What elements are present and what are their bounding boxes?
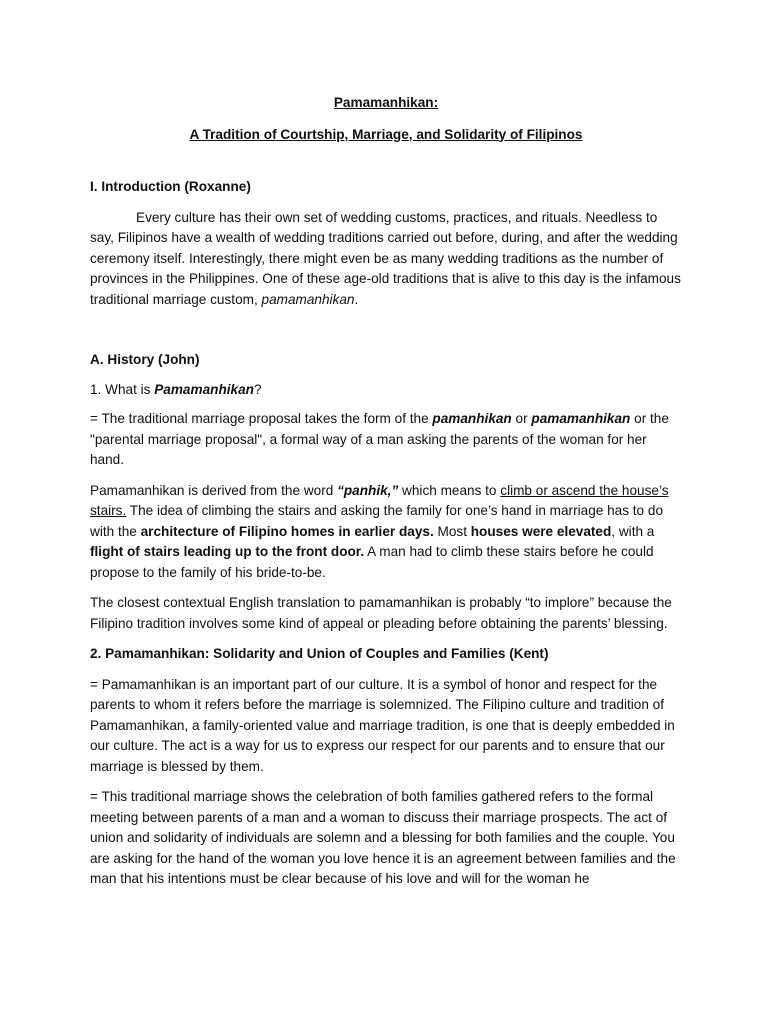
- intro-text: Every culture has their own set of wedding customs, practices, and rituals. Needless to say, Filipinos have a wealth of wedding traditions carried out before, during, and after the wedding ceremony itself. Interestingly, there might even be as many wedding traditions as the number of provinces in the Philippines. One of these age-old traditions that is alive to this day is the infamous traditional marriage custom,: [90, 209, 681, 307]
- question-1: [90, 380, 682, 401]
- document-body: [90, 93, 682, 890]
- derived-i: , with a: [611, 523, 655, 539]
- derived-underlined-meaning: climb or ascend the house’s stairs.: [90, 482, 669, 518]
- derived-term-panhik: “panhik,”: [337, 482, 399, 498]
- intro-end: .: [354, 291, 359, 307]
- derived-g: Most: [433, 523, 471, 539]
- derived-c: which means to: [398, 482, 501, 498]
- doc-title-line1: Pamamanhikan:: [333, 95, 439, 110]
- translation-paragraph: The closest contextual English translation to pamamanhikan is probably “to implore” because the Filipino tradition involves some kind of appeal or pleading before obtaining the parents’ blessing.: [90, 595, 672, 631]
- derived-paragraph: [90, 481, 682, 584]
- intro-heading: I. Introduction (Roxanne): [90, 179, 251, 194]
- section-2-paragraph-2: = This traditional marriage shows the celebration of both families gathered refers to the formal meeting between parents of a man and a woman to discuss their marriage prospects. The act of union and solidarity of individuals are solemn and a blessing for both families and the couple. You are asking for the hand of the woman you love hence it is an agreement between families and the man that his intentions must be clear because of his love and will for the woman he: [90, 789, 676, 886]
- answer-1-a: = The traditional marriage proposal takes the form of the: [90, 411, 433, 426]
- answer-1-term-pamamanhikan: pamamanhikan: [531, 411, 631, 426]
- derived-bold-stairs: flight of stairs leading up to the front door.: [90, 544, 365, 559]
- question-1-suffix: ?: [253, 381, 262, 397]
- answer-1-paragraph: [90, 409, 682, 471]
- intro-italic-term: pamamanhikan: [261, 291, 355, 307]
- answer-1-term-pamanhikan: pamanhikan: [432, 411, 512, 426]
- derived-bold-architecture: architecture of Filipino homes in earlier days.: [140, 523, 434, 539]
- section-2-paragraph-1: = Pamamanhikan is an important part of our culture. It is a symbol of honor and respect for the parents to whom it refers before the marriage is solemnized. The Filipino culture and tradition of Pamamanhikan, a family-oriented value and marriage tradition, is one that is deeply embedded in our culture. The act is a way for us to express our respect for our parents and to ensure that our marriage is blessed by them.: [90, 676, 675, 774]
- question-1-prefix: 1. What is: [90, 381, 155, 397]
- question-1-term: Pamamanhikan: [154, 381, 254, 397]
- derived-a: Pamamanhikan is derived from the word: [90, 482, 338, 498]
- derived-bold-elevated: houses were elevated: [470, 523, 612, 539]
- intro-paragraph: [90, 208, 682, 311]
- doc-title-line2: A Tradition of Courtship, Marriage, and Solidarity of Filipinos: [189, 126, 583, 142]
- history-heading: A. History (John): [90, 352, 200, 367]
- answer-1-c: or: [511, 411, 532, 426]
- derived-e: The idea of climbing the stairs and asking the family for one’s hand in marriage has to do with the: [90, 503, 664, 539]
- answer-1-e: or the "parental marriage proposal", a formal way of a man asking the parents of the woman for her hand.: [90, 411, 669, 467]
- section-2-heading: 2. Pamamanhikan: Solidarity and Union of Couples and Families (Kent): [90, 646, 549, 661]
- derived-k: A man had to climb these stairs before he could propose to the family of his bride-to-be.: [90, 544, 654, 580]
